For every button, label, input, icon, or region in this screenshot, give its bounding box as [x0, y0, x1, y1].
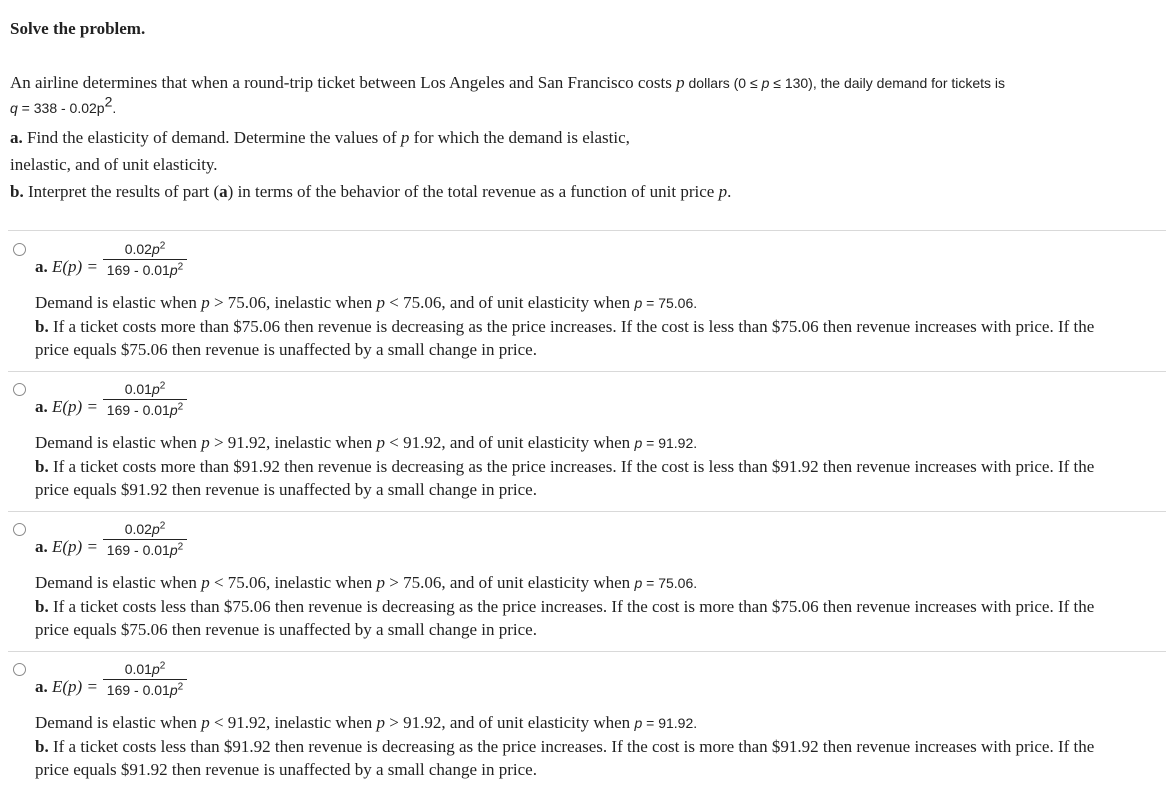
elasticity-lhs	[35, 397, 98, 417]
condition-text: < 91.92, inelastic when	[209, 713, 377, 732]
variable-p: p	[761, 75, 770, 91]
variable-p: p	[676, 73, 685, 92]
condition-text: > 75.06, and of unit elasticity when	[385, 573, 635, 592]
exponent: 2	[159, 380, 166, 392]
separator	[8, 651, 1166, 652]
fraction-denominator	[103, 400, 187, 418]
denominator-text: 169 - 0.01	[106, 262, 170, 278]
exponent: 2	[177, 541, 184, 553]
condition-text: > 91.92, inelastic when	[209, 433, 377, 452]
fraction-numerator	[103, 381, 187, 400]
variable-p: p	[151, 521, 160, 537]
fraction-numerator	[103, 521, 187, 540]
separator	[8, 371, 1166, 372]
condition-text: < 91.92, and of unit elasticity when	[385, 433, 635, 452]
variable-p: p	[376, 573, 385, 592]
elasticity-function: E(p) =	[52, 677, 98, 696]
part-a-label: a.	[35, 677, 48, 696]
elasticity-conditions	[35, 293, 697, 313]
elasticity-lhs	[35, 677, 98, 697]
interpretation-text: If a ticket costs less than $75.06 then revenue is decreasing as the price increases. If the cost is more than $75.06 then revenue increases with price. If the	[48, 597, 1095, 616]
unit-elasticity-value: = 75.06.	[642, 575, 698, 591]
part-b-text-mid: ) in terms of the behavior of the total revenue as a function of unit price	[227, 182, 719, 201]
variable-p: p	[201, 433, 210, 452]
revenue-interpretation-line-1	[35, 457, 1094, 477]
variable-p: p	[151, 241, 160, 257]
denominator-text: 169 - 0.01	[106, 542, 170, 558]
elasticity-lhs	[35, 537, 98, 557]
interpretation-text: If a ticket costs more than $91.92 then revenue is decreasing as the price increases. If the cost is less than $91.92 then revenue increases with price. If the	[48, 457, 1095, 476]
interpretation-text: If a ticket costs less than $91.92 then revenue is decreasing as the price increases. If the cost is more than $91.92 then revenue increases with price. If the	[48, 737, 1095, 756]
fraction-numerator	[103, 661, 187, 680]
exponent: 2	[159, 520, 166, 532]
revenue-interpretation-line-1	[35, 597, 1094, 617]
part-b-label: b.	[35, 597, 49, 616]
condition-text: < 75.06, inelastic when	[209, 573, 377, 592]
unit-elasticity-value: = 75.06.	[642, 295, 698, 311]
demand-equation-text: = 338 - 0.02p	[17, 100, 105, 116]
part-ref: a	[219, 182, 228, 201]
separator	[8, 230, 1166, 231]
fraction	[103, 521, 187, 558]
denominator-text: 169 - 0.01	[106, 402, 170, 418]
revenue-interpretation-line-2: price equals $91.92 then revenue is unaffected by a small change in price.	[35, 760, 537, 779]
part-b-label: b.	[35, 737, 49, 756]
variable-p: p	[634, 575, 643, 591]
denominator-text: 169 - 0.01	[106, 682, 170, 698]
part-b-line	[10, 182, 731, 202]
condition-text: > 91.92, and of unit elasticity when	[385, 713, 635, 732]
revenue-interpretation-line-2: price equals $75.06 then revenue is unaffected by a small change in price.	[35, 620, 537, 639]
answer-radio[interactable]	[13, 523, 26, 536]
exponent: 2	[177, 681, 184, 693]
condition-text: Demand is elastic when	[35, 713, 202, 732]
fraction-denominator	[103, 260, 187, 278]
exponent: 2	[159, 660, 166, 672]
condition-text: Demand is elastic when	[35, 433, 202, 452]
part-a-line-1	[10, 128, 630, 148]
separator	[8, 511, 1166, 512]
fraction	[103, 241, 187, 278]
variable-p: p	[634, 435, 643, 451]
part-a-text: Find the elasticity of demand. Determine the values of	[22, 128, 401, 147]
elasticity-function: E(p) =	[52, 397, 98, 416]
part-b-label: b.	[35, 317, 49, 336]
demand-equation	[10, 93, 117, 118]
part-a-label: a.	[35, 257, 48, 276]
variable-p: p	[376, 293, 385, 312]
part-a-text-end: for which the demand is elastic,	[409, 128, 630, 147]
exponent: 2	[177, 401, 184, 413]
numerator-coef: 0.01	[124, 661, 152, 677]
variable-p: p	[169, 402, 178, 418]
condition-text: > 75.06, inelastic when	[209, 293, 377, 312]
variable-p: p	[201, 573, 210, 592]
elasticity-function: E(p) =	[52, 537, 98, 556]
variable-p: p	[634, 295, 643, 311]
variable-p: p	[634, 715, 643, 731]
unit-elasticity-value: = 91.92.	[642, 435, 698, 451]
exponent: 2	[104, 93, 113, 110]
numerator-coef: 0.01	[124, 381, 152, 397]
part-a-label: a.	[35, 397, 48, 416]
unit-elasticity-value: = 91.92.	[642, 715, 698, 731]
exponent: 2	[177, 261, 184, 273]
elasticity-function: E(p) =	[52, 257, 98, 276]
period: .	[727, 182, 732, 201]
part-b-label: b.	[10, 182, 24, 201]
fraction	[103, 381, 187, 418]
variable-p: p	[151, 661, 160, 677]
variable-p: p	[718, 182, 728, 201]
variable-q: q	[10, 100, 18, 116]
domain-text-end: ≤ 130), the daily demand for tickets is	[769, 75, 1006, 91]
part-b-label: b.	[35, 457, 49, 476]
problem-line-1	[10, 73, 1005, 93]
variable-p: p	[376, 433, 385, 452]
fraction	[103, 661, 187, 698]
variable-p: p	[201, 713, 210, 732]
elasticity-conditions	[35, 433, 697, 453]
period: .	[112, 100, 117, 116]
interpretation-text: If a ticket costs more than $75.06 then revenue is decreasing as the price increases. If the cost is less than $75.06 then revenue increases with price. If the	[48, 317, 1095, 336]
part-a-label: a.	[35, 537, 48, 556]
part-a-line-2: inelastic, and of unit elasticity.	[10, 155, 218, 174]
revenue-interpretation-line-1	[35, 737, 1094, 757]
variable-p: p	[169, 682, 178, 698]
fraction-denominator	[103, 680, 187, 698]
variable-p: p	[400, 128, 410, 147]
part-b-text: Interpret the results of part (	[23, 182, 220, 201]
elasticity-conditions	[35, 713, 697, 733]
numerator-coef: 0.02	[124, 241, 152, 257]
condition-text: Demand is elastic when	[35, 573, 202, 592]
revenue-interpretation-line-2: price equals $75.06 then revenue is unaffected by a small change in price.	[35, 340, 537, 359]
revenue-interpretation-line-1	[35, 317, 1094, 337]
answer-radio[interactable]	[13, 243, 26, 256]
domain-text: dollars (0 ≤	[684, 75, 762, 91]
variable-p: p	[169, 262, 178, 278]
condition-text: < 75.06, and of unit elasticity when	[385, 293, 635, 312]
fraction-numerator	[103, 241, 187, 260]
problem-text: An airline determines that when a round-trip ticket between Los Angeles and San Francisco costs	[10, 73, 677, 92]
exponent: 2	[159, 240, 166, 252]
variable-p: p	[376, 713, 385, 732]
variable-p: p	[201, 293, 210, 312]
revenue-interpretation-line-2: price equals $91.92 then revenue is unaffected by a small change in price.	[35, 480, 537, 499]
part-a-label: a.	[10, 128, 23, 147]
fraction-denominator	[103, 540, 187, 558]
numerator-coef: 0.02	[124, 521, 152, 537]
elasticity-conditions	[35, 573, 697, 593]
variable-p: p	[151, 381, 160, 397]
answer-radio[interactable]	[13, 383, 26, 396]
variable-p: p	[169, 542, 178, 558]
question-title: Solve the problem.	[10, 19, 146, 38]
elasticity-lhs	[35, 257, 98, 277]
condition-text: Demand is elastic when	[35, 293, 202, 312]
answer-radio[interactable]	[13, 663, 26, 676]
